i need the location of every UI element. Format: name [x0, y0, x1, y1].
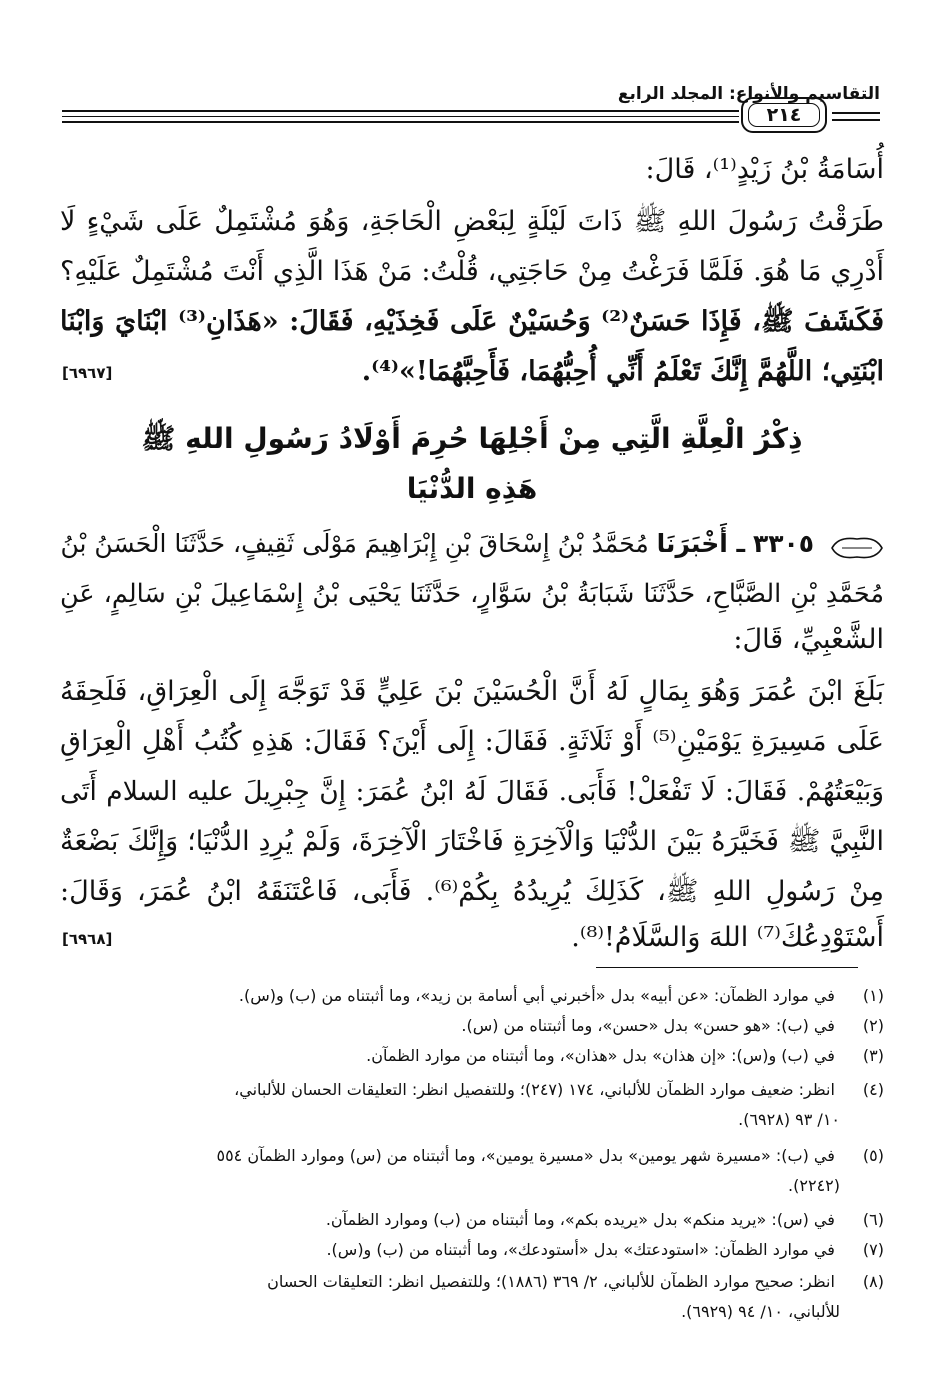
footnote-text: في موارد الظمآن: «عن أبيه» بدل «أخبرني أبي أسامة بن زيد»، وما أثبتناه من (ب) و(س). [238, 986, 835, 1005]
footnote-text: في (ب): «هو حسن» بدل «حسن»، وما أثبتناه من (س). [461, 1016, 835, 1035]
footnote [60, 1236, 884, 1264]
isnad-text: مُحَمَّدُ بْنُ إِسْحَاقَ بْنِ إِبْرَاهِيمَ مَوْلَى ثَقِيفٍ، حَدَّثَنَا الْحَسَنُ بْنُ [60, 529, 649, 558]
footnote [60, 1012, 884, 1040]
text-line: بَلَغَ ابْنَ عُمَرَ وَهُوَ بِمَالٍ لَهُ أَنَّ الْحُسَيْنَ بْنَ عَلِيٍّ قَدْ تَوَجَّهَ إِلَى الْعِرَاقِ، فَلَحِقَهُ [60, 676, 884, 707]
text-line: الشَّعْبِيِّ، قَالَ: [733, 624, 884, 655]
text-line: أَدْرِي مَا هُوَ. فَلَمَّا فَرَغْتُ مِنْ حَاجَتِي، قُلْتُ: مَنْ هَذَا الَّذِي أَنْتَ مُشْتَمِلٌ عَلَيْهِ؟ [60, 256, 884, 287]
footnote-continuation: ١٠/ ٩٣ (٦٩٢٨). [738, 1110, 840, 1129]
text-line: طَرَقْتُ رَسُولَ اللهِ ﷺ ذَاتَ لَيْلَةٍ لِبَعْضِ الْحَاجَةِ، وَهُوَ مُشْتَمِلٌ عَلَى شَيْءٍ لَا [60, 206, 884, 237]
page-number: ٢١٤ [748, 103, 820, 127]
header-rule [62, 116, 739, 117]
hadith-opening [60, 524, 884, 564]
text-line: مُحَمَّدِ بْنِ الصَّبَّاحِ، حَدَّثَنَا شَبَابَةُ بْنُ سَوَّارٍ، حَدَّثَنَا يَحْيَى بْنُ إِسْمَاعِيلَ بْنِ سَالِمٍ، عَنِ [60, 579, 884, 609]
footnote-continuation: للألباني، ١٠/ ٩٤ (٦٩٢٩). [681, 1302, 840, 1321]
text-line: أَسْتَوْدِعُكَ⁽⁷⁾ اللهَ وَالسَّلَامُ!⁽⁸⁾. [571, 922, 884, 953]
header-rule [62, 110, 739, 112]
text-line: فَكَشَفَ ﷺ، فَإِذَا حَسَنٌ⁽²⁾ وَحُسَيْنٌ عَلَى فَخِذَيْهِ، فَقَالَ: «هَذَانِ⁽³⁾ ابْنَايَ وَابْنَا [60, 306, 885, 337]
header-rule [832, 119, 880, 121]
footnote-number: (٣) [862, 1046, 884, 1065]
text-line: ابْنَتِي؛ اللَّهُمَّ إِنَّكَ تَعْلَمُ أَنِّي أُحِبُّهُمَا، فَأَحِبَّهُمَا!»⁽⁴⁾. [361, 356, 884, 387]
footnote [60, 1042, 884, 1070]
footnote [60, 1206, 884, 1234]
footnote-text: انظر: ضعيف موارد الظمآن للألباني، ١٧٤ (٢٤٧)؛ وللتفصيل انظر: التعليقات الحسان للألباني، [234, 1080, 835, 1099]
text-line: مِنْ رَسُولِ اللهِ ﷺ، كَذَلِكَ يُرِيدُهُ بِكُمْ⁽⁶⁾. فَأَبَى، فَاعْتَنَقَهُ ابْنُ عُمَرَ، وَقَالَ: [60, 876, 884, 907]
footnote-number: (٤) [862, 1080, 884, 1099]
text-line: النَّبِيَّ ﷺ فَخَيَّرَهُ بَيْنَ الدُّنْيَا وَالْآخِرَةِ فَاخْتَارَ الْآخِرَةَ، وَلَمْ يُرِدِ الدُّنْيَا؛ وَإِنَّكَ بَضْعَةٌ [60, 826, 884, 857]
hadith-reference: [٦٩٦٧] [62, 364, 113, 382]
footnote-number: (٢) [862, 1016, 884, 1035]
chapter-heading-line2: هَذِهِ الدُّنْيَا [406, 472, 538, 505]
hadith-reference: [٦٩٦٨] [62, 930, 113, 948]
footnote-text: في (ب): «مسيرة شهر يومين» بدل «مسيرة يومين»، وما أثبتناه من (س) وموارد الظمآن ٥٥٤ [216, 1146, 835, 1165]
footnote-text: في (ب) و(س): «إن هذان» بدل «هذان»، وما أثبتناه من موارد الظمآن. [366, 1046, 835, 1065]
footnote [60, 1268, 884, 1296]
hadith-icon [830, 533, 884, 559]
footnote [60, 1142, 884, 1170]
page-number-frame [741, 97, 827, 133]
footnote-number: (٨) [862, 1272, 884, 1291]
footnote-continuation: (٢٢٤٢). [788, 1176, 840, 1195]
footnote-number: (٦) [862, 1210, 884, 1229]
text-line: عَلَى مَسِيرَةِ يَوْمَيْنِ⁽⁵⁾ أَوْ ثَلَاثَةٍ. فَقَالَ: إِلَى أَيْنَ؟ فَقَالَ: هَذِهِ كُتُبُ أَهْلِ الْعِرَاقِ [60, 726, 885, 757]
running-title: التقاسيم والأنواع: المجلد الرابع [617, 84, 880, 104]
chapter-heading: ذِكْرُ الْعِلَّةِ الَّتِي مِنْ أَجْلِهَا حُرِمَ أَوْلَادُ رَسُولِ اللهِ ﷺ [141, 422, 803, 455]
footnote [60, 982, 884, 1010]
footnote-text: في (س): «يريد منكم» بدل «يريده بكم»، وما أثبتناه من (ب) وموارد الظمآن. [325, 1210, 835, 1229]
footnote-separator [596, 967, 858, 968]
footnote-text: في موارد الظمآن: «استودعتك» بدل «أستودعك»، وما أثبتناه من (ب) و(س). [326, 1240, 835, 1259]
header-rule [62, 121, 739, 123]
text-line: أُسَامَةُ بْنُ زَيْدٍ⁽¹⁾، قَالَ: [645, 154, 884, 185]
header-rule [832, 112, 880, 114]
footnote-number: (٧) [862, 1240, 884, 1259]
hadith-lead: ـ أَخْبَرَنَا [656, 529, 746, 558]
footnote-number: (٥) [862, 1146, 884, 1165]
hadith-number: ٣٣٠٥ [753, 529, 815, 558]
text-line: وَبَيْعَتُهُمْ. فَقَالَ: لَا تَفْعَلْ! فَأَبَى. فَقَالَ لَهُ ابْنُ عُمَرَ: إِنَّ جِبْرِيلَ عليه السلام أَتَى [60, 776, 884, 807]
footnote-number: (١) [862, 986, 884, 1005]
footnote-text: انظر: صحيح موارد الظمآن للألباني، ٢/ ٣٦٩ (١٨٨٦)؛ وللتفصيل انظر: التعليقات الحسان [267, 1272, 835, 1291]
footnote [60, 1076, 884, 1104]
